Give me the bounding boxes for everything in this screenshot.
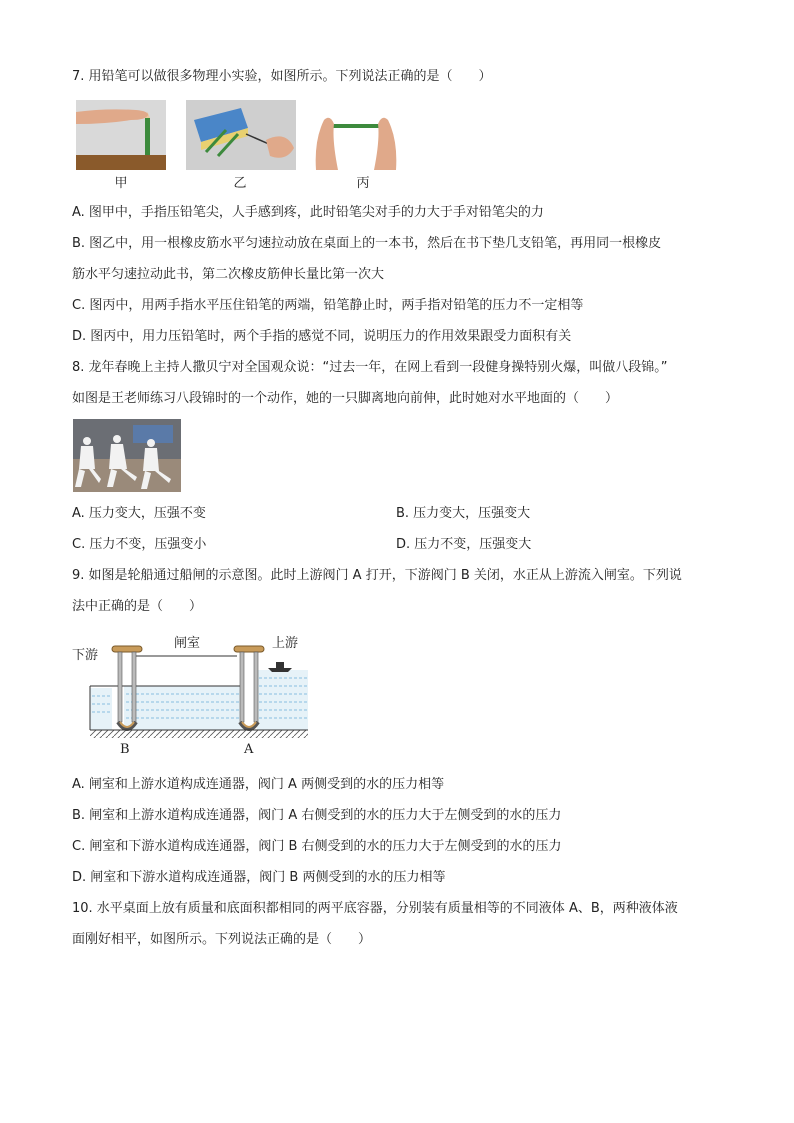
q8-stem-line2: 如图是王老师练习八段锦时的一个动作，她的一只脚离地向前伸，此时她对水平地面的（ ） [72, 391, 619, 406]
q9-option-b: B. 闸室和上游水道构成连通器，阀门 A 右侧受到的水的压力大于左侧受到的水的压力 [72, 808, 562, 823]
q7-figure-jia [76, 100, 166, 170]
q8-stem-line1: 8. 龙年春晚上主持人撒贝宁对全国观众说：“过去一年，在网上看到一段健身操特别火爆，叫做八段锦。” [72, 360, 668, 375]
q9-label-upstream: 上游 [272, 636, 299, 651]
q9-stem-line2: 法中正确的是（ ） [72, 599, 203, 614]
q9-stem-line1: 9. 如图是轮船通过船闸的示意图。此时上游阀门 A 打开，下游阀门 B 关闭，水正从上游流入闸室。下列说 [72, 568, 682, 583]
q8-photo [73, 419, 181, 492]
q7-option-b: B. 图乙中，用一根橡皮筋水平匀速拉动放在桌面上的一本书，然后在书下垫几支铅笔，再用同一根橡皮 [72, 236, 662, 251]
q7-figure-yi [186, 100, 296, 170]
q7-figure-bing [312, 100, 400, 170]
q9-label-valve-b: B [120, 742, 130, 757]
q9-lock-diagram [72, 628, 308, 762]
q9-option-d: D. 闸室和下游水道构成连通器，阀门 B 两侧受到的水的压力相等 [72, 870, 446, 885]
q9-label-chamber: 闸室 [174, 636, 201, 651]
q8-option-a: A. 压力变大，压强不变 [72, 506, 206, 521]
q7-option-c: C. 图丙中，用两手指水平压住铅笔的两端，铅笔静止时，两手指对铅笔的压力不一定相等 [72, 298, 584, 313]
q10-stem-line1: 10. 水平桌面上放有质量和底面积都相同的两平底容器，分别装有质量相等的不同液体 A、B，两种液体液 [72, 901, 678, 916]
q9-option-a: A. 闸室和上游水道构成连通器，阀门 A 两侧受到的水的压力相等 [72, 777, 445, 792]
q8-option-c: C. 压力不变，压强变小 [72, 537, 207, 552]
q7-option-a: A. 图甲中，手指压铅笔尖，人手感到疼，此时铅笔尖对手的力大于手对铅笔尖的力 [72, 205, 544, 220]
q7-option-d: D. 图丙中，用力压铅笔时，两个手指的感觉不同，说明压力的作用效果跟受力面积有关 [72, 329, 572, 344]
q7-stem: 7. 用铅笔可以做很多物理小实验，如图所示。下列说法正确的是（ ） [72, 69, 492, 84]
q10-stem-line2: 面刚好相平，如图所示。下列说法正确的是（ ） [72, 932, 372, 947]
q8-option-d: D. 压力不变，压强变大 [396, 537, 532, 552]
q9-label-downstream: 下游 [72, 648, 99, 663]
q7-caption-jia: 甲 [114, 176, 128, 191]
q7-caption-yi: 乙 [233, 176, 247, 191]
q7-option-b-cont: 筋水平匀速拉动此书，第二次橡皮筋伸长量比第一次大 [72, 267, 385, 282]
q8-option-b: B. 压力变大，压强变大 [396, 506, 531, 521]
q7-caption-bing: 丙 [356, 176, 370, 191]
q9-option-c: C. 闸室和下游水道构成连通器，阀门 B 右侧受到的水的压力大于左侧受到的水的压力 [72, 839, 562, 854]
q9-label-valve-a: A [244, 742, 254, 757]
